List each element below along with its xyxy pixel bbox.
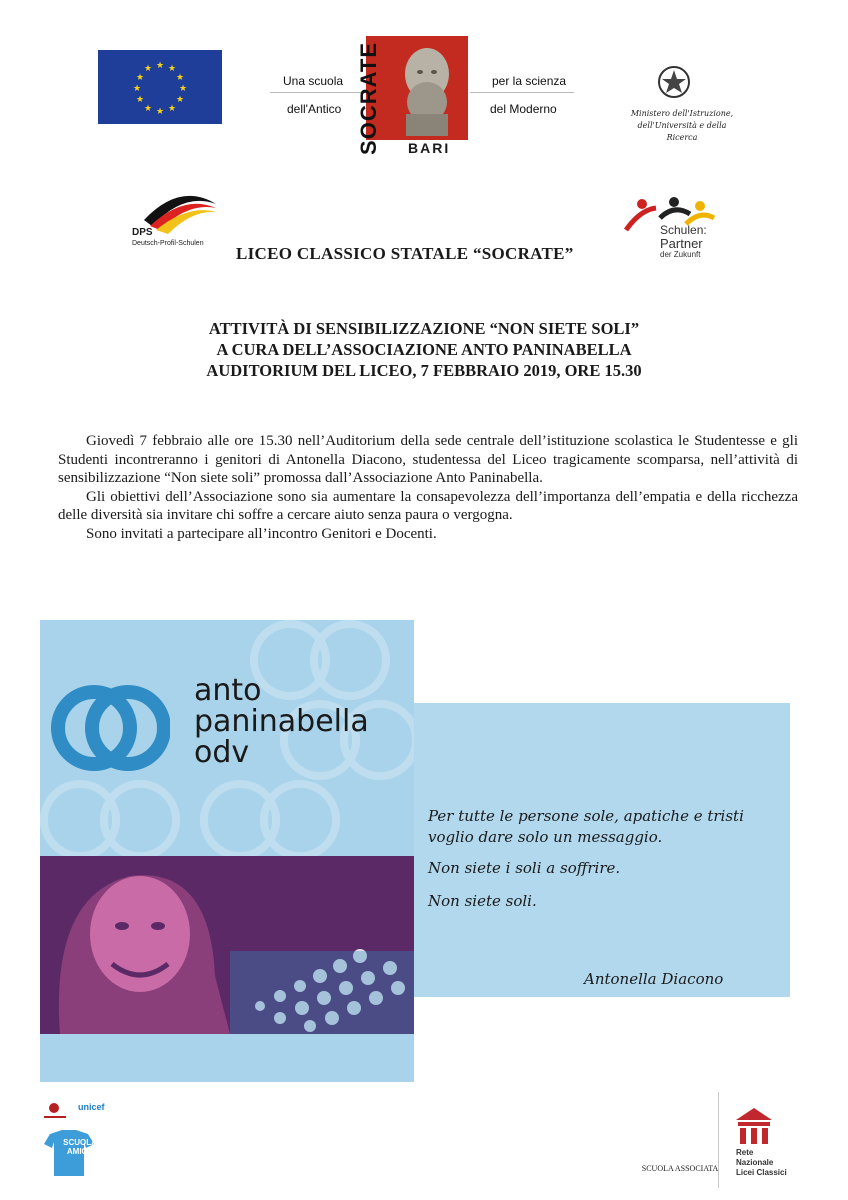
svg-text:★: ★ bbox=[143, 104, 153, 114]
announcement-body bbox=[58, 432, 798, 543]
scuola-associata-label: SCUOLA ASSOCIATA bbox=[641, 1164, 719, 1173]
eu-flag-logo bbox=[98, 50, 222, 124]
heading-line-2: A CURA DELL’ASSOCIAZIONE ANTO PANINABELLA bbox=[216, 340, 632, 359]
svg-text:★: ★ bbox=[135, 95, 145, 105]
socrate-logo-text: SOCRATE bbox=[356, 42, 381, 155]
italian-republic-emblem-icon bbox=[656, 62, 692, 102]
quote-line-2: Non siete i soli a soffrire. bbox=[428, 859, 621, 877]
svg-text:★: ★ bbox=[155, 61, 165, 71]
school-title: LICEO CLASSICO STATALE “SOCRATE” bbox=[236, 244, 574, 263]
association-name: anto paninabella odv bbox=[194, 673, 369, 770]
svg-text:★: ★ bbox=[175, 73, 185, 83]
announcement-heading bbox=[100, 318, 748, 381]
rete-nazionale-licei-classici-logo-icon bbox=[734, 1106, 774, 1146]
scuola-amica-text: SCUOLA AMICA bbox=[63, 1138, 97, 1156]
tagline-right-1: per la scienza bbox=[492, 74, 567, 88]
bari-label: BARI bbox=[408, 140, 451, 156]
heading-line-1: ATTIVITÀ DI SENSIBILIZZAZIONE “NON SIETE SOLI” bbox=[208, 319, 640, 338]
svg-text:★: ★ bbox=[135, 73, 145, 83]
svg-text:★: ★ bbox=[175, 95, 185, 105]
tagline-left-1: Una scuola bbox=[283, 74, 344, 88]
socrates-bust-icon bbox=[392, 44, 462, 136]
svg-text:★: ★ bbox=[167, 104, 177, 114]
antonella-portrait-photo bbox=[40, 856, 414, 1034]
quote-line-3: Non siete soli. bbox=[428, 892, 537, 910]
ministero-text: Ministero dell'Istruzione, dell'Università e della Ricerca bbox=[630, 109, 734, 142]
quote-signature: Antonella Diacono bbox=[584, 970, 724, 988]
footer-divider bbox=[718, 1092, 719, 1188]
svg-text:★: ★ bbox=[143, 64, 153, 74]
anto-paninabella-logo-icon bbox=[50, 668, 170, 788]
rete-nazionale-text: Rete Nazionale Licei Classici bbox=[736, 1148, 787, 1177]
poster-quote bbox=[428, 806, 778, 912]
unicef-label: unicef bbox=[78, 1102, 105, 1112]
dps-label: DPS bbox=[132, 227, 153, 238]
svg-text:★: ★ bbox=[167, 64, 177, 74]
divider-right bbox=[470, 92, 574, 93]
quote-line-1: Per tutte le persone sole, apatiche e tristi voglio dare solo un messaggio. bbox=[428, 807, 744, 846]
svg-text:★: ★ bbox=[132, 84, 142, 94]
schulen-partner-text: Schulen: Partner der Zukunft bbox=[660, 223, 707, 259]
body-paragraph-2: Gli obiettivi dell’Associazione sono sia aumentare la consapevolezza dell’importanza dell’empatia e della ricchezza delle diversità sia invitare chi soffre a cercare aiuto senza paura o vergogna. bbox=[58, 488, 798, 523]
divider-left bbox=[270, 92, 366, 93]
tagline-right-2: del Moderno bbox=[490, 102, 557, 116]
heading-line-3: AUDITORIUM DEL LICEO, 7 FEBBRAIO 2019, ORE 15.30 bbox=[206, 361, 642, 380]
body-paragraph-1: Giovedì 7 febbraio alle ore 15.30 nell’Auditorium della sede centrale dell’istituzione scolastica le Studentesse e gli Studenti incontreranno i genitori di Antonella Diacono, studentessa del Liceo tragicamente scomparsa, nell’attività di sensibilizzazione “Non siete soli” promossa dall’Associazione Anto Paninabella. bbox=[58, 433, 798, 486]
svg-text:★: ★ bbox=[155, 107, 165, 117]
svg-text:★: ★ bbox=[178, 84, 188, 94]
body-paragraph-3: Sono invitati a partecipare all’incontro Genitori e Docenti. bbox=[86, 525, 437, 542]
tagline-left-2: dell'Antico bbox=[287, 102, 342, 116]
dps-subtitle: Deutsch-Profil-Schulen bbox=[132, 240, 204, 247]
